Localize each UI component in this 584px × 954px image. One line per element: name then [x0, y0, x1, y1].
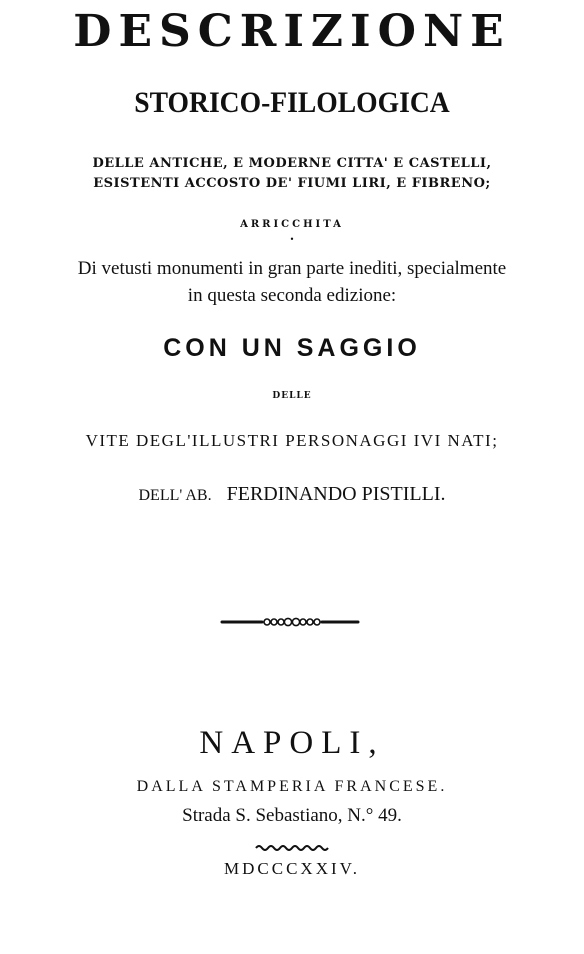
author-spacer	[217, 483, 222, 505]
bullet-mark: •	[289, 235, 295, 244]
wavy-rule	[0, 838, 584, 848]
imprint-year: MDCCCXXIV.	[224, 859, 360, 878]
ornamental-rule	[0, 614, 584, 628]
essay-text: VITE DEGL'ILLUSTRI PERSONAGGI IVI NATI;	[85, 431, 499, 450]
subtitle-line-1: DELLE ANTICHE, E MODERNE CITTA' E CASTELLI,	[92, 156, 492, 171]
subtitle-line-2: ESISTENTI ACCOSTO DE' FIUMI LIRI, E FIBRENO;	[93, 176, 491, 191]
enrichment-line-2: in questa seconda edizione:	[187, 285, 397, 306]
ornament-icon	[0, 615, 584, 629]
author-prefix: DELL' AB.	[138, 487, 212, 504]
imprint-printer: DALLA STAMPERIA FRANCESE.	[136, 778, 448, 795]
imprint-city: NAPOLI,	[199, 725, 385, 761]
arricchita-label: ARRICCHITA	[240, 219, 344, 230]
author-line	[0, 484, 584, 504]
essay-heading: CON UN SAGGIO	[163, 334, 421, 362]
wavy-line-icon	[0, 843, 584, 853]
enrichment-line-1: Di vetusti monumenti in gran parte inediti, specialmente	[77, 258, 507, 279]
author-name: FERDINANDO PISTILLI.	[226, 483, 446, 505]
sub-title: STORICO-FILOLOGICA	[134, 86, 450, 119]
imprint-address: Strada S. Sebastiano, N.° 49.	[182, 805, 402, 826]
main-title: DESCRIZIONE	[73, 6, 511, 57]
essay-connector: DELLE	[272, 391, 312, 401]
